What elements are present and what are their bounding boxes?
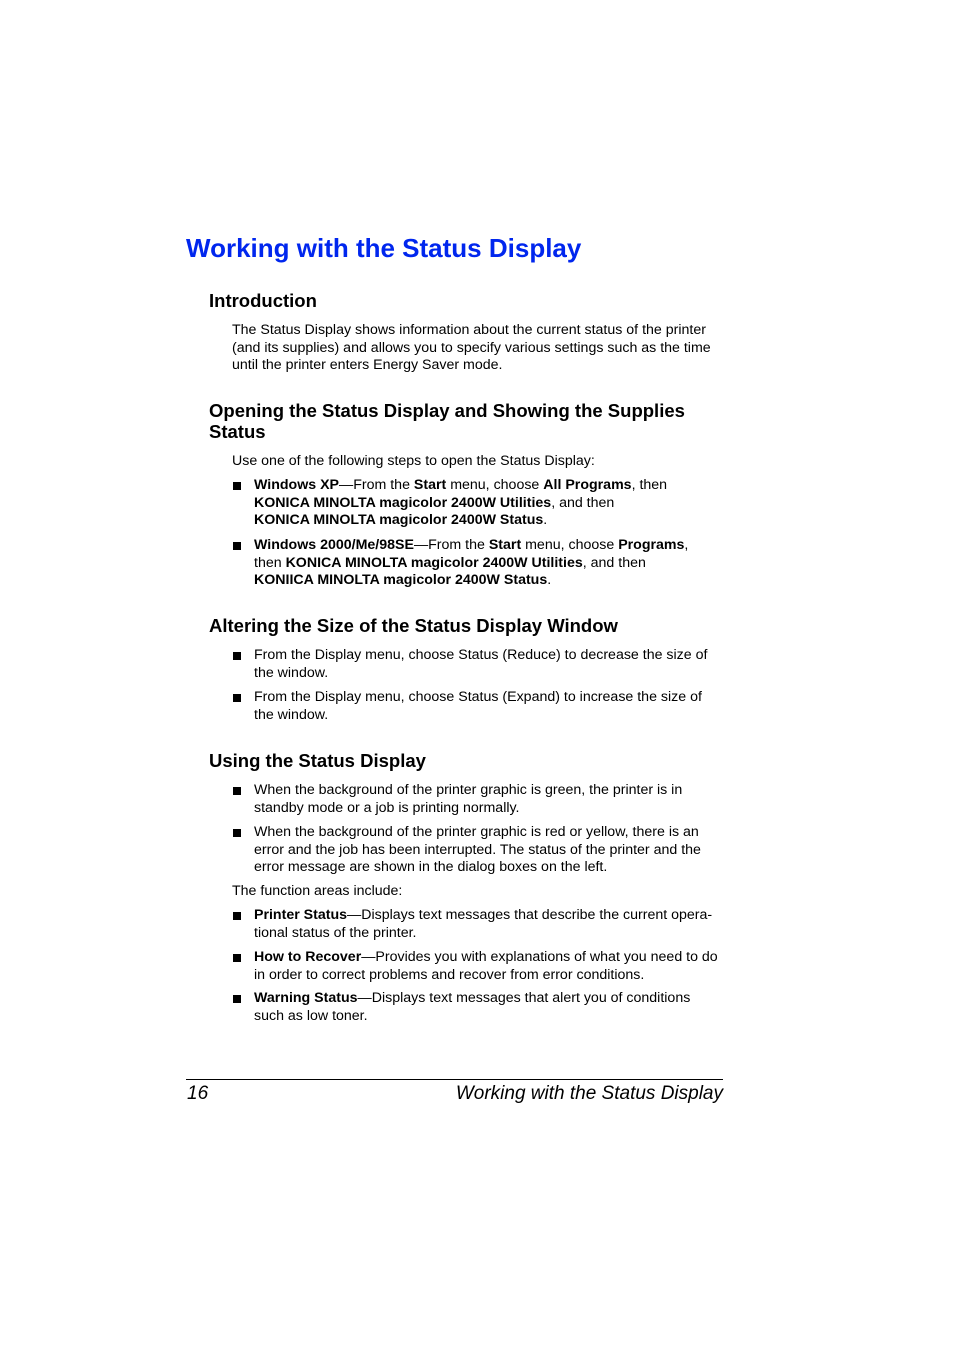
function-term: How to Recover — [254, 949, 362, 965]
text-line: standby mode or a job is printing normally. — [254, 799, 520, 816]
text: , — [684, 537, 689, 553]
opening-heading — [209, 400, 729, 442]
text-line: When the background of the printer graphic is green, the printer is in — [254, 782, 683, 798]
text: —Provides you with explanations of what you need to do — [361, 949, 718, 965]
text: then — [254, 554, 286, 571]
bullet-square-icon — [233, 652, 241, 660]
text: —From the — [413, 537, 489, 553]
bullet-square-icon — [233, 482, 241, 490]
bullet-square-icon — [233, 787, 241, 795]
text: , then — [631, 477, 668, 493]
menu-status: KONICA MINOLTA magicolor 2400W Status — [254, 512, 544, 529]
bullet-square-icon — [233, 912, 241, 920]
text-line: such as low toner. — [254, 1007, 368, 1024]
text: . — [547, 572, 552, 589]
text-line: error and the job has been interrupted. The status of the printer and the — [254, 841, 701, 858]
text-line: From the Display menu, choose Status (Reduce) to decrease the size of — [254, 647, 708, 663]
text-line: in order to correct problems and recover from error conditions. — [254, 966, 645, 983]
function-intro: The function areas include: — [232, 883, 403, 899]
opening-intro: Use one of the following steps to open the Status Display: — [232, 453, 595, 469]
function-term: Printer Status — [254, 907, 348, 923]
altering-heading: Altering the Size of the Status Display Window — [209, 615, 618, 636]
text-line: the window. — [254, 706, 329, 723]
function-term: Warning Status — [254, 990, 358, 1006]
text: , and then — [582, 554, 646, 571]
text-line: When the background of the printer graphic is red or yellow, there is an — [254, 824, 699, 840]
menu-utilities: KONICA MINOLTA magicolor 2400W Utilities — [254, 494, 552, 511]
bullet-square-icon — [233, 995, 241, 1003]
bullet-square-icon — [233, 829, 241, 837]
text: —Displays text messages that alert you of conditions — [357, 990, 691, 1006]
heading-line: Opening the Status Display and Showing the Supplies — [209, 400, 685, 421]
text-line: error message are shown in the dialog boxes on the left. — [254, 859, 608, 876]
introduction-heading: Introduction — [209, 290, 317, 311]
text-line: until the printer enters Energy Saver mode. — [232, 357, 503, 374]
text: . — [543, 512, 548, 529]
text: menu, choose — [446, 477, 544, 493]
menu-start: Start — [413, 477, 447, 493]
bullet-square-icon — [233, 694, 241, 702]
menu-programs: All Programs — [543, 477, 632, 493]
introduction-paragraph — [232, 322, 724, 375]
heading-line: Status — [209, 421, 266, 442]
menu-start: Start — [488, 537, 522, 553]
bullet-square-icon — [233, 954, 241, 962]
text: —Displays text messages that describe the current opera- — [347, 907, 713, 923]
text-line: The Status Display shows information about the current status of the printer — [232, 322, 706, 338]
menu-programs: Programs — [618, 537, 685, 553]
text: —From the — [339, 477, 414, 493]
page-number: 16 — [187, 1083, 209, 1104]
text-line: From the Display menu, choose Status (Expand) to increase the size of — [254, 689, 702, 705]
bullet-square-icon — [233, 542, 241, 550]
text-line: (and its supplies) and allows you to specify various settings such as the time — [232, 339, 711, 356]
text: menu, choose — [521, 537, 619, 553]
text-line: the window. — [254, 664, 329, 681]
os-name: Windows 2000/Me/98SE — [254, 537, 414, 553]
footer-divider — [186, 1079, 723, 1080]
menu-utilities: KONICA MINOLTA magicolor 2400W Utilities — [285, 554, 583, 571]
using-heading: Using the Status Display — [209, 750, 426, 771]
os-name: Windows XP — [254, 477, 340, 493]
menu-status: KONIICA MINOLTA magicolor 2400W Status — [254, 572, 548, 589]
page-title: Working with the Status Display — [186, 233, 582, 263]
text-line: tional status of the printer. — [254, 924, 417, 941]
text: , and then — [551, 494, 615, 511]
footer-section-title: Working with the Status Display — [455, 1083, 723, 1104]
